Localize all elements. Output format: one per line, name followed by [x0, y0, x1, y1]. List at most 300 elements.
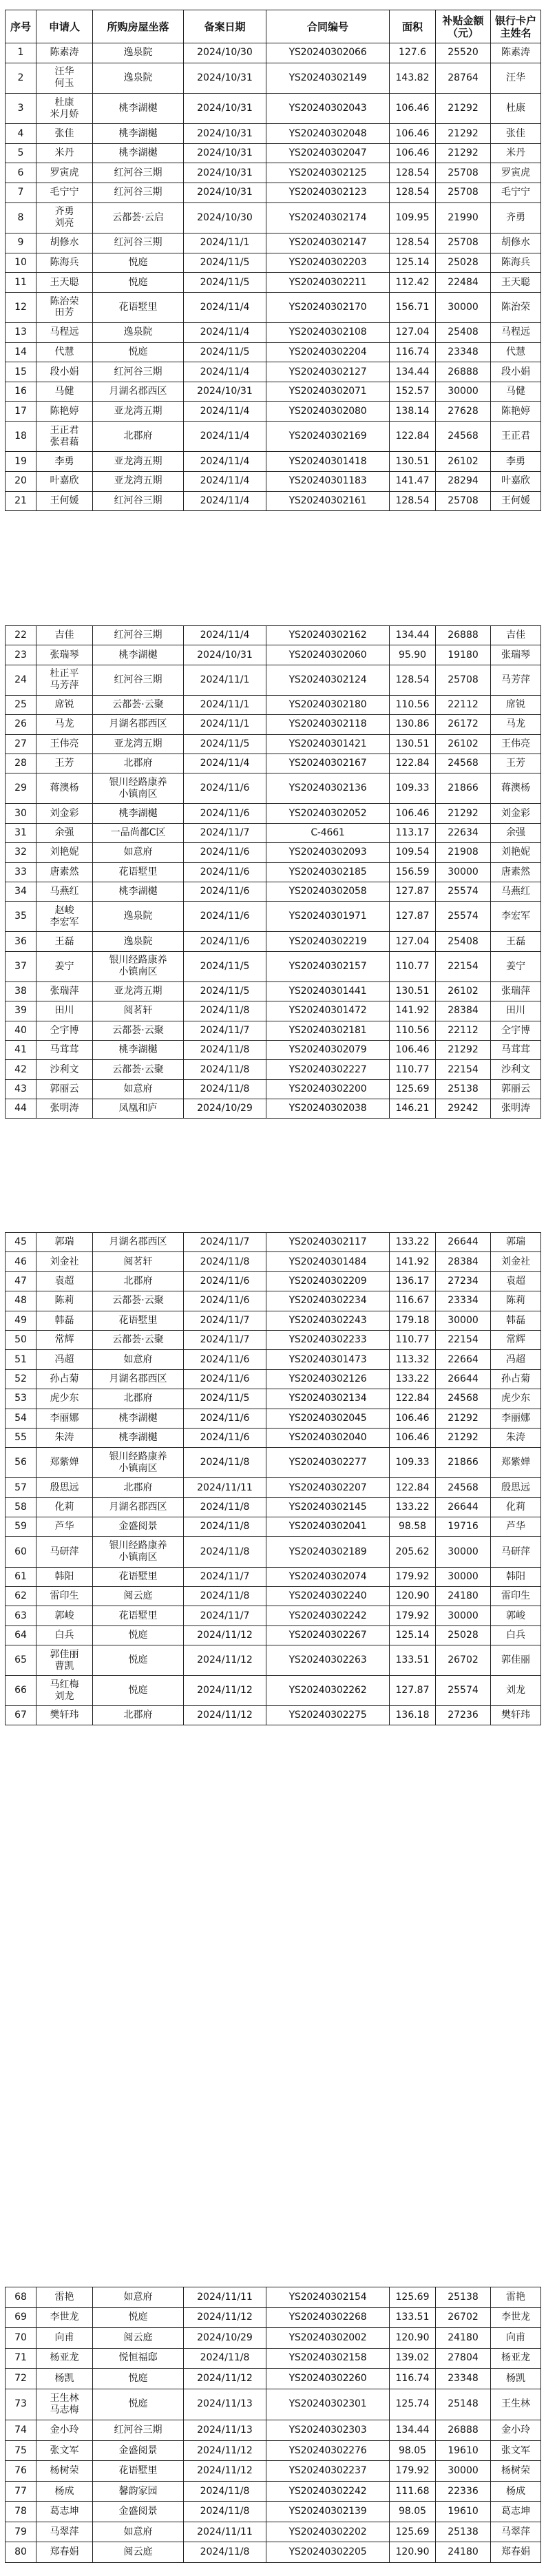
- applicant-name-cell: 化莉: [36, 1497, 93, 1517]
- property-location-cell: 亚龙湾五期: [93, 981, 184, 1001]
- row-number-cell: 78: [6, 2502, 36, 2522]
- row-number-cell: 44: [6, 1099, 36, 1119]
- property-location-cell: 桃李湖樾: [93, 124, 184, 144]
- filing-date-cell: 2024/11/5: [184, 734, 266, 754]
- cardholder-name-cell: 郭佳丽: [491, 1645, 541, 1676]
- table-row: [6, 1567, 541, 1586]
- property-location-cell: 亚龙湾五期: [93, 452, 184, 472]
- property-location-cell: 桃李湖樾: [93, 1409, 184, 1428]
- filing-date-cell: 2024/11/8: [184, 1517, 266, 1537]
- subsidy-amount-cell: 25574: [436, 882, 491, 901]
- table-row: [6, 1060, 541, 1079]
- column-header-subsidy-amount: 补贴金额（元）: [436, 10, 491, 43]
- row-number-cell: 30: [6, 804, 36, 823]
- filing-date-cell: 2024/11/5: [184, 342, 266, 362]
- property-location-cell: 亚龙湾五期: [93, 471, 184, 491]
- applicant-name-cell: 张佳: [36, 124, 93, 144]
- contract-number-cell: YS20240302123: [266, 183, 390, 203]
- property-location-cell: 云都荟·云聚: [93, 1330, 184, 1349]
- filing-date-cell: 2024/11/6: [184, 1428, 266, 1447]
- subsidy-amount-cell: 24180: [436, 1586, 491, 1606]
- row-number-cell: 43: [6, 1079, 36, 1099]
- table-header-row: [6, 10, 541, 43]
- table-row: [6, 93, 541, 123]
- table-row: [6, 63, 541, 93]
- property-location-cell: 红河谷三期: [93, 2420, 184, 2441]
- filing-date-cell: 2024/10/31: [184, 63, 266, 93]
- row-number-cell: 46: [6, 1252, 36, 1271]
- filing-date-cell: 2024/11/12: [184, 1676, 266, 1706]
- property-location-cell: 北郡府: [93, 1706, 184, 1725]
- cardholder-name-cell: 王伟亮: [491, 734, 541, 754]
- applicant-name-cell: 罗寅虎: [36, 163, 93, 183]
- contract-number-cell: YS20240302203: [266, 253, 390, 273]
- subsidy-amount-cell: 24568: [436, 1478, 491, 1497]
- property-location-cell: 红河谷三期: [93, 183, 184, 203]
- subsidy-amount-cell: 21292: [436, 124, 491, 144]
- subsidy-amount-cell: 25708: [436, 183, 491, 203]
- table-row: [6, 452, 541, 472]
- subsidy-amount-cell: 22664: [436, 1350, 491, 1369]
- subsidy-amount-cell: 22112: [436, 1021, 491, 1040]
- filing-date-cell: 2024/11/5: [184, 253, 266, 273]
- applicant-name-cell: 马茸茸: [36, 1040, 93, 1059]
- property-location-cell: 阅茗轩: [93, 1252, 184, 1271]
- applicant-name-cell: 马红梅 刘龙: [36, 1676, 93, 1706]
- table-row: [6, 1252, 541, 1271]
- applicant-name-cell: 汪华 何玉: [36, 63, 93, 93]
- applicant-name-cell: 雷艳: [36, 2287, 93, 2308]
- cardholder-name-cell: 王磊: [491, 932, 541, 951]
- applicant-name-cell: 米丹: [36, 143, 93, 163]
- applicant-name-cell: 李勇: [36, 452, 93, 472]
- subsidy-amount-cell: 25708: [436, 491, 491, 511]
- applicant-name-cell: 李丽娜: [36, 1409, 93, 1428]
- cardholder-name-cell: 马健: [491, 382, 541, 402]
- property-location-cell: 桃李湖樾: [93, 143, 184, 163]
- cardholder-name-cell: 余强: [491, 823, 541, 842]
- cardholder-name-cell: 张佳: [491, 124, 541, 144]
- applicant-name-cell: 金小玲: [36, 2420, 93, 2441]
- subsidy-amount-cell: 25028: [436, 253, 491, 273]
- subsidy-amount-cell: 30000: [436, 2461, 491, 2482]
- table-row: [6, 292, 541, 322]
- contract-number-cell: YS20240302108: [266, 323, 390, 343]
- cardholder-name-cell: 陈素涛: [491, 43, 541, 63]
- row-number-cell: 12: [6, 292, 36, 322]
- row-number-cell: 26: [6, 715, 36, 734]
- row-number-cell: 64: [6, 1625, 36, 1645]
- filing-date-cell: 2024/11/6: [184, 862, 266, 882]
- area-cell: 110.56: [390, 1021, 436, 1040]
- table-row: [6, 2542, 541, 2563]
- area-cell: 120.90: [390, 1586, 436, 1606]
- property-location-cell: 花语墅里: [93, 2461, 184, 2482]
- subsidy-amount-cell: 21990: [436, 202, 491, 233]
- area-cell: 109.95: [390, 202, 436, 233]
- area-cell: 106.46: [390, 124, 436, 144]
- row-number-cell: 40: [6, 1021, 36, 1040]
- applicant-name-cell: 胡修水: [36, 233, 93, 253]
- contract-number-cell: YS20240302145: [266, 1497, 390, 1517]
- applicant-name-cell: 郭峻: [36, 1606, 93, 1625]
- subsidy-table-segment-2: [5, 625, 541, 1119]
- cardholder-name-cell: 韩磊: [491, 1311, 541, 1330]
- contract-number-cell: YS20240302180: [266, 695, 390, 714]
- table-row: [6, 645, 541, 665]
- table-row: [6, 402, 541, 422]
- applicant-name-cell: 杨成: [36, 2481, 93, 2502]
- row-number-cell: 67: [6, 1706, 36, 1725]
- table-row: [6, 1517, 541, 1537]
- subsidy-amount-cell: 19716: [436, 1517, 491, 1537]
- filing-date-cell: 2024/10/31: [184, 183, 266, 203]
- applicant-name-cell: 王何媛: [36, 491, 93, 511]
- contract-number-cell: YS20240302002: [266, 2328, 390, 2349]
- row-number-cell: 39: [6, 1001, 36, 1021]
- contract-number-cell: YS20240302058: [266, 882, 390, 901]
- cardholder-name-cell: 王生林: [491, 2389, 541, 2420]
- row-number-cell: 31: [6, 823, 36, 842]
- cardholder-name-cell: 田川: [491, 1001, 541, 1021]
- subsidy-amount-cell: 21866: [436, 1448, 491, 1478]
- applicant-name-cell: 王芳: [36, 754, 93, 773]
- row-number-cell: 3: [6, 93, 36, 123]
- cardholder-name-cell: 马程远: [491, 323, 541, 343]
- table-row: [6, 804, 541, 823]
- property-location-cell: 红河谷三期: [93, 163, 184, 183]
- filing-date-cell: 2024/11/7: [184, 1606, 266, 1625]
- filing-date-cell: 2024/11/8: [184, 1448, 266, 1478]
- row-number-cell: 36: [6, 932, 36, 951]
- filing-date-cell: 2024/11/8: [184, 1040, 266, 1059]
- filing-date-cell: 2024/10/31: [184, 93, 266, 123]
- table-row: [6, 665, 541, 695]
- filing-date-cell: 2024/10/31: [184, 645, 266, 665]
- subsidy-amount-cell: 19180: [436, 645, 491, 665]
- area-cell: 130.86: [390, 715, 436, 734]
- subsidy-amount-cell: 26102: [436, 734, 491, 754]
- row-number-cell: 18: [6, 422, 36, 452]
- row-number-cell: 72: [6, 2369, 36, 2389]
- property-location-cell: 逸泉院: [93, 43, 184, 63]
- subsidy-amount-cell: 25520: [436, 43, 491, 63]
- contract-number-cell: YS20240302211: [266, 273, 390, 293]
- applicant-name-cell: 叶嘉欣: [36, 471, 93, 491]
- subsidy-amount-cell: 26888: [436, 2420, 491, 2441]
- contract-number-cell: YS20240302052: [266, 804, 390, 823]
- contract-number-cell: YS20240302242: [266, 1606, 390, 1625]
- applicant-name-cell: 陈艳婷: [36, 402, 93, 422]
- subsidy-amount-cell: 25574: [436, 902, 491, 932]
- area-cell: 128.54: [390, 233, 436, 253]
- area-cell: 138.14: [390, 402, 436, 422]
- row-number-cell: 20: [6, 471, 36, 491]
- subsidy-amount-cell: 30000: [436, 862, 491, 882]
- table-row: [6, 1448, 541, 1478]
- contract-number-cell: YS20240302158: [266, 2348, 390, 2369]
- applicant-name-cell: 郑紫婵: [36, 1448, 93, 1478]
- subsidy-amount-cell: 19610: [436, 2440, 491, 2461]
- cardholder-name-cell: 葛志坤: [491, 2502, 541, 2522]
- row-number-cell: 15: [6, 362, 36, 382]
- contract-number-cell: YS20240302047: [266, 143, 390, 163]
- filing-date-cell: 2024/11/5: [184, 1389, 266, 1409]
- table-row: [6, 342, 541, 362]
- property-location-cell: 北郡府: [93, 1389, 184, 1409]
- applicant-name-cell: 陈治荣 田芳: [36, 292, 93, 322]
- table-row: [6, 1291, 541, 1311]
- cardholder-name-cell: 叶嘉欣: [491, 471, 541, 491]
- applicant-name-cell: 陈海兵: [36, 253, 93, 273]
- property-location-cell: 云都荟·云聚: [93, 1291, 184, 1311]
- property-location-cell: 金盛阅景: [93, 2502, 184, 2522]
- area-cell: 106.46: [390, 804, 436, 823]
- filing-date-cell: 2024/11/4: [184, 422, 266, 452]
- row-number-cell: 56: [6, 1448, 36, 1478]
- subsidy-amount-cell: 27236: [436, 1706, 491, 1725]
- table-row: [6, 715, 541, 734]
- contract-number-cell: YS20240302126: [266, 1369, 390, 1389]
- contract-number-cell: YS20240301441: [266, 981, 390, 1001]
- area-cell: 133.22: [390, 1233, 436, 1252]
- table-row: [6, 1676, 541, 1706]
- contract-number-cell: YS20240302093: [266, 843, 390, 862]
- row-number-cell: 7: [6, 183, 36, 203]
- row-number-cell: 1: [6, 43, 36, 63]
- subsidy-amount-cell: 21292: [436, 1409, 491, 1428]
- filing-date-cell: 2024/11/12: [184, 2369, 266, 2389]
- area-cell: 139.02: [390, 2348, 436, 2369]
- contract-number-cell: YS20240302268: [266, 2307, 390, 2328]
- property-location-cell: 悦庭: [93, 2369, 184, 2389]
- filing-date-cell: 2024/11/8: [184, 2502, 266, 2522]
- filing-date-cell: 2024/11/1: [184, 715, 266, 734]
- row-number-cell: 45: [6, 1233, 36, 1252]
- applicant-name-cell: 杨凯: [36, 2369, 93, 2389]
- row-number-cell: 28: [6, 754, 36, 773]
- contract-number-cell: YS20240302071: [266, 382, 390, 402]
- cardholder-name-cell: 常辉: [491, 1330, 541, 1349]
- subsidy-amount-cell: 25028: [436, 1625, 491, 1645]
- area-cell: 109.54: [390, 843, 436, 862]
- property-location-cell: 桃李湖樾: [93, 804, 184, 823]
- row-number-cell: 47: [6, 1271, 36, 1291]
- row-number-cell: 42: [6, 1060, 36, 1079]
- applicant-name-cell: 雷印生: [36, 1586, 93, 1606]
- applicant-name-cell: 王磊: [36, 932, 93, 951]
- subsidy-amount-cell: 30000: [436, 1537, 491, 1567]
- subsidy-amount-cell: 27628: [436, 402, 491, 422]
- row-number-cell: 34: [6, 882, 36, 901]
- subsidy-amount-cell: 22112: [436, 695, 491, 714]
- area-cell: 143.82: [390, 63, 436, 93]
- cardholder-name-cell: 段小娟: [491, 362, 541, 382]
- applicant-name-cell: 吉佳: [36, 626, 93, 645]
- table-row: [6, 323, 541, 343]
- cardholder-name-cell: 王芳: [491, 754, 541, 773]
- subsidy-amount-cell: 21292: [436, 143, 491, 163]
- subsidy-amount-cell: 22154: [436, 1330, 491, 1349]
- filing-date-cell: 2024/11/4: [184, 323, 266, 343]
- contract-number-cell: YS20240302117: [266, 1233, 390, 1252]
- contract-number-cell: YS20240302124: [266, 665, 390, 695]
- area-cell: 133.22: [390, 1497, 436, 1517]
- table-row: [6, 951, 541, 981]
- area-cell: 116.74: [390, 342, 436, 362]
- applicant-name-cell: 常辉: [36, 1330, 93, 1349]
- table-row: [6, 183, 541, 203]
- row-number-cell: 13: [6, 323, 36, 343]
- filing-date-cell: 2024/11/5: [184, 981, 266, 1001]
- filing-date-cell: 2024/11/8: [184, 1537, 266, 1567]
- table-row: [6, 1040, 541, 1059]
- applicant-name-cell: 杜正平 马芳萍: [36, 665, 93, 695]
- subsidy-amount-cell: 22154: [436, 1060, 491, 1079]
- row-number-cell: 52: [6, 1369, 36, 1389]
- contract-number-cell: YS20240301421: [266, 734, 390, 754]
- applicant-name-cell: 姜宁: [36, 951, 93, 981]
- area-cell: 125.14: [390, 253, 436, 273]
- property-location-cell: 月湖名郡西区: [93, 382, 184, 402]
- applicant-name-cell: 殷思远: [36, 1478, 93, 1497]
- table-row: [6, 902, 541, 932]
- area-cell: 127.87: [390, 882, 436, 901]
- applicant-name-cell: 余强: [36, 823, 93, 842]
- area-cell: 106.46: [390, 1409, 436, 1428]
- subsidy-amount-cell: 25408: [436, 932, 491, 951]
- subsidy-amount-cell: 28764: [436, 63, 491, 93]
- property-location-cell: 北郡府: [93, 1271, 184, 1291]
- subsidy-amount-cell: 19610: [436, 2502, 491, 2522]
- contract-number-cell: YS20240302189: [266, 1537, 390, 1567]
- applicant-name-cell: 袁超: [36, 1271, 93, 1291]
- row-number-cell: 9: [6, 233, 36, 253]
- property-location-cell: 红河谷三期: [93, 626, 184, 645]
- table-row: [6, 1369, 541, 1389]
- contract-number-cell: YS20240302276: [266, 2440, 390, 2461]
- applicant-name-cell: 芦华: [36, 1517, 93, 1537]
- filing-date-cell: 2024/11/8: [184, 1001, 266, 1021]
- table-row: [6, 695, 541, 714]
- contract-number-cell: YS20240302205: [266, 2542, 390, 2563]
- subsidy-amount-cell: 30000: [436, 1311, 491, 1330]
- applicant-name-cell: 王天聪: [36, 273, 93, 293]
- cardholder-name-cell: 刘金社: [491, 1252, 541, 1271]
- cardholder-name-cell: 吉佳: [491, 626, 541, 645]
- applicant-name-cell: 虎少东: [36, 1389, 93, 1409]
- cardholder-name-cell: 蒋澳杨: [491, 773, 541, 804]
- cardholder-name-cell: 马龙: [491, 715, 541, 734]
- contract-number-cell: YS20240302149: [266, 63, 390, 93]
- table-row: [6, 1099, 541, 1119]
- cardholder-name-cell: 陈海兵: [491, 253, 541, 273]
- filing-date-cell: 2024/11/12: [184, 1645, 266, 1676]
- filing-date-cell: 2024/11/4: [184, 626, 266, 645]
- contract-number-cell: YS20240302167: [266, 754, 390, 773]
- cardholder-name-cell: 胡修水: [491, 233, 541, 253]
- area-cell: 98.05: [390, 2502, 436, 2522]
- table-row: [6, 843, 541, 862]
- filing-date-cell: 2024/11/8: [184, 1497, 266, 1517]
- area-cell: 141.92: [390, 1001, 436, 1021]
- cardholder-name-cell: 米丹: [491, 143, 541, 163]
- table-row: [6, 1233, 541, 1252]
- property-location-cell: 北郡府: [93, 1478, 184, 1497]
- contract-number-cell: YS20240301473: [266, 1350, 390, 1369]
- area-cell: 120.90: [390, 2542, 436, 2563]
- applicant-name-cell: 蒋澳杨: [36, 773, 93, 804]
- column-header-cardholder-name: 银行卡户主姓名: [491, 10, 541, 43]
- row-number-cell: 63: [6, 1606, 36, 1625]
- contract-number-cell: YS20240302162: [266, 626, 390, 645]
- cardholder-name-cell: 张瑞萍: [491, 981, 541, 1001]
- row-number-cell: 74: [6, 2420, 36, 2441]
- table-row: [6, 233, 541, 253]
- filing-date-cell: 2024/11/6: [184, 932, 266, 951]
- area-cell: 141.92: [390, 1252, 436, 1271]
- filing-date-cell: 2024/11/13: [184, 2420, 266, 2441]
- filing-date-cell: 2024/11/11: [184, 2287, 266, 2308]
- contract-number-cell: YS20240302174: [266, 202, 390, 233]
- applicant-name-cell: 李世龙: [36, 2307, 93, 2328]
- table-row: [6, 2348, 541, 2369]
- area-cell: 133.51: [390, 1645, 436, 1676]
- property-location-cell: 如意府: [93, 2287, 184, 2308]
- property-location-cell: 悦庭: [93, 1625, 184, 1645]
- table-row: [6, 1706, 541, 1725]
- subsidy-amount-cell: 30000: [436, 382, 491, 402]
- area-cell: 156.71: [390, 292, 436, 322]
- cardholder-name-cell: 仝宇博: [491, 1021, 541, 1040]
- applicant-name-cell: 张瑞琴: [36, 645, 93, 665]
- contract-number-cell: C-4661: [266, 823, 390, 842]
- row-number-cell: 48: [6, 1291, 36, 1311]
- row-number-cell: 41: [6, 1040, 36, 1059]
- applicant-name-cell: 田川: [36, 1001, 93, 1021]
- area-cell: 110.56: [390, 695, 436, 714]
- filing-date-cell: 2024/11/7: [184, 823, 266, 842]
- table-row: [6, 1606, 541, 1625]
- property-location-cell: 悦庭: [93, 1645, 184, 1676]
- filing-date-cell: 2024/11/7: [184, 1567, 266, 1586]
- subsidy-amount-cell: 21292: [436, 93, 491, 123]
- table-row: [6, 1389, 541, 1409]
- contract-number-cell: YS20240302181: [266, 1021, 390, 1040]
- row-number-cell: 27: [6, 734, 36, 754]
- property-location-cell: 桃李湖樾: [93, 645, 184, 665]
- row-number-cell: 35: [6, 902, 36, 932]
- property-location-cell: 逸泉院: [93, 902, 184, 932]
- row-number-cell: 21: [6, 491, 36, 511]
- cardholder-name-cell: 袁超: [491, 1271, 541, 1291]
- contract-number-cell: YS20240302161: [266, 491, 390, 511]
- subsidy-amount-cell: 26888: [436, 626, 491, 645]
- cardholder-name-cell: 化莉: [491, 1497, 541, 1517]
- row-number-cell: 57: [6, 1478, 36, 1497]
- row-number-cell: 66: [6, 1676, 36, 1706]
- subsidy-amount-cell: 30000: [436, 1567, 491, 1586]
- subsidy-amount-cell: 23348: [436, 2369, 491, 2389]
- table-row: [6, 2481, 541, 2502]
- property-location-cell: 阅云庭: [93, 2542, 184, 2563]
- subsidy-amount-cell: 30000: [436, 1606, 491, 1625]
- filing-date-cell: 2024/11/8: [184, 2481, 266, 2502]
- table-row: [6, 491, 541, 511]
- property-location-cell: 金盛阅景: [93, 1517, 184, 1537]
- property-location-cell: 云都荟·云聚: [93, 1060, 184, 1079]
- table-row: [6, 143, 541, 163]
